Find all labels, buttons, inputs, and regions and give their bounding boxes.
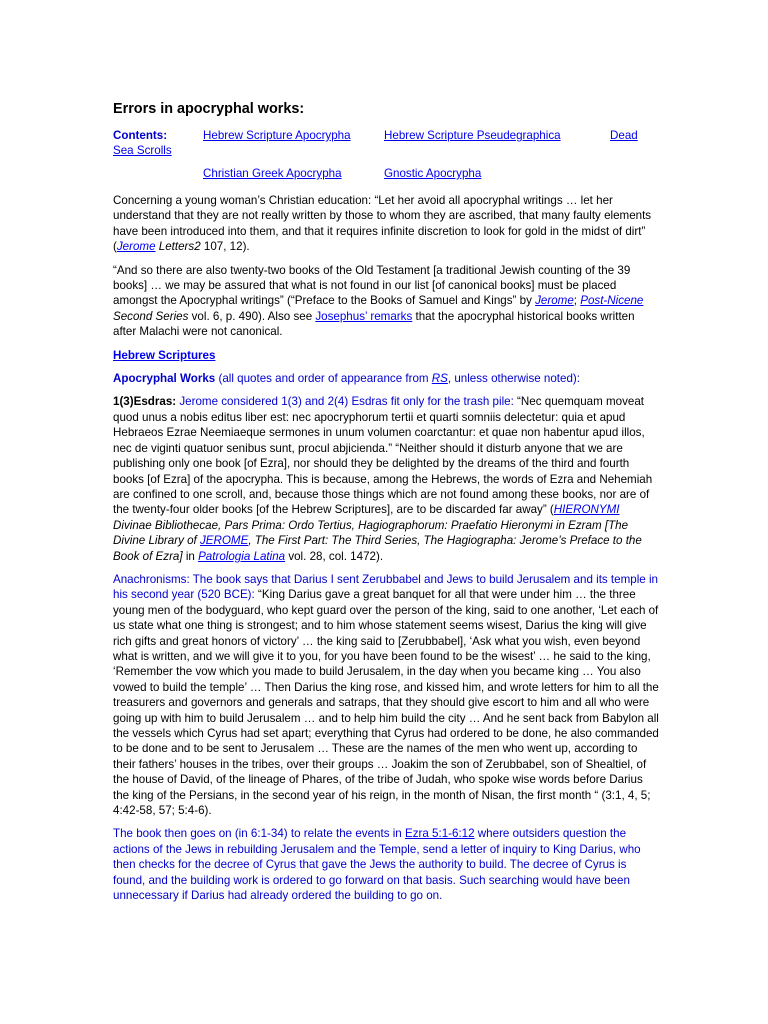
link-gnostic-apocrypha[interactable]: Gnostic Apocrypha	[384, 167, 482, 180]
contents-nav	[113, 128, 659, 190]
paragraph-young-womans-education: Concerning a young woman’s Christian education: “Let her avoid all apocryphal writings … let her understand that they are not really written by those to whom they are ascribed, that many faulty elements have been introduced into them, and that it requires infinite discretion to look for gold in the midst of dirt” (Jerome Letters2 107, 12).	[113, 194, 652, 254]
paragraph-esdras: 1(3)Esdras: Jerome considered 1(3) and 2(4) Esdras fit only for the trash pile: “Nec quemquam moveat quod unus a nobis editus liber est: nec apocryphorum tertii et quarti somniis delectetur: quia et apud Hebraeos Ezrae Neemiaeque sermones in unum volumen coarctantur: et quae non habentur apud illos, nec de viginti quatuor senibus sunt, procul abjicienda.” “Neither should it disturb anyone that we are publishing only one book [of Ezra], nor should they be delighted by the dreams of the third and fourth books [of Ezra] of the apocrypha. This is because, among the Hebrews, the words of Ezra and Nehemiah are confined to one scroll, and, because those things which are not found among these books, nor are of the twenty-four older books [of the Hebrew Scriptures], are to be discarded far away” (HIERONYMI Divinae Bibliothecae, Pars Prima: Ordo Tertius, Hagiographorum: Praefatio Hieronymi in Ezram [The Divine Library of JEROME, The First Part: The Third Series, The Hagiographa: Jerome’s Preface to the Book of Ezra] in Patrologia Latina vol. 28, col. 1472).	[113, 395, 653, 563]
link-hebrew-scripture-apocrypha[interactable]: Hebrew Scripture Apocrypha	[203, 129, 351, 142]
paragraph-anachronisms: Anachronisms: The book says that Darius I sent Zerubbabel and Jews to build Jerusalem and its temple in his second year (520 BCE): “King Darius gave a great banquet for all that were under him … the three young men of the bodyguard, who kept guard over the person of the king, said to one another, ‘Let each of us state what one thing is strongest; and to him whose statement seems wisest, Darius the king will give rich gifts and great honors of victory’ … the king said to [Zerubbabel], ‘Ask what you wish, even beyond what is written, and we will give it to you, for you have been found to be the wisest’ … he said to the king, ‘Remember the vow which you made to build Jerusalem, in the day when you became king … You also vowed to build the temple’ … Then Darius the king rose, and kissed him, and wrote letters for him to all the treasurers and governors and generals and satraps, that they should give escort to him and all who were going up with him to build Jerusalem … and to help him build the city … And he sent back from Babylon all the vessels which Cyrus had set apart; everything that Cyrus had ordered to be done, he also commanded to be done and to be sent to Jerusalem … These are the names of the men who went up, according to their fathers’ houses in the tribes, over their groups … Joakim the son of Zerubbabel, son of Shealtiel, of the house of David, of the lineage of Phares, of the tribe of Judah, who spoke wise words before Darius the king of the Persians, in the second year of his reign, in the month of Nisan, the first month “ (3:1, 4, 5; 4:42-58, 57; 5:4-6).	[113, 572, 659, 818]
link-jerome-3[interactable]: JEROME	[200, 534, 249, 548]
link-rs[interactable]: RS	[431, 372, 448, 386]
apocryphal-works-intro: Apocryphal Works (all quotes and order of appearance from RS, unless otherwise noted):	[113, 372, 581, 386]
link-josephus-remarks[interactable]: Josephus’ remarks	[315, 309, 413, 323]
link-christian-greek-apocrypha[interactable]: Christian Greek Apocrypha	[203, 167, 342, 180]
link-hieronymi[interactable]: HIERONYMI	[553, 503, 620, 517]
link-ezra-5-1-6-12[interactable]: Ezra 5:1-6:12	[404, 827, 475, 841]
section-heading	[113, 348, 659, 363]
paragraph-book-then-goes-on: The book then goes on (in 6:1-34) to relate the events in Ezra 5:1-6:12 where outsiders question the actions of the Jews in rebuilding Jerusalem and the Temple, send a letter of inquiry to King Darius, who then checks for the decree of Cyrus that gave the Jews the authority to build. The decree of Cyrus is found, and the building work is ordered to go forward on that basis. Such searching would have been unnecessary if Darius had already ordered the building to go on.	[113, 827, 641, 903]
link-dead-sea-scrolls[interactable]: Dead	[610, 129, 638, 142]
link-patrologia-latina[interactable]: Patrologia Latina	[198, 549, 286, 563]
document-page	[113, 100, 659, 911]
contents-label: Contents:	[113, 129, 168, 142]
link-hebrew-scriptures[interactable]: Hebrew Scriptures	[113, 348, 216, 362]
link-hebrew-scripture-pseudegraphica[interactable]: Hebrew Scripture Pseudegraphica	[384, 129, 561, 142]
paragraph-old-testament-books: “And so there are also twenty-two books of the Old Testament [a traditional Jewish counting of the 39 books] … we may be assured that what is not found in our list [of canonical books] must be placed amongst the Apocryphal writings” (“Preface to the Books of Samuel and Kings” by Jerome; Post-Nicene Second Series vol. 6, p. 490). Also see Josephus’ remarks that the apocryphal historical books written after Malachi were not canonical.	[113, 263, 644, 339]
link-jerome[interactable]: Jerome	[116, 240, 156, 254]
link-post-nicene[interactable]: Post-Nicene	[580, 294, 644, 308]
page-title: Errors in apocryphal works:	[113, 101, 305, 117]
link-jerome-2[interactable]: Jerome	[535, 294, 574, 308]
link-dead-sea-scrolls-cont[interactable]: Sea Scrolls	[113, 144, 172, 157]
